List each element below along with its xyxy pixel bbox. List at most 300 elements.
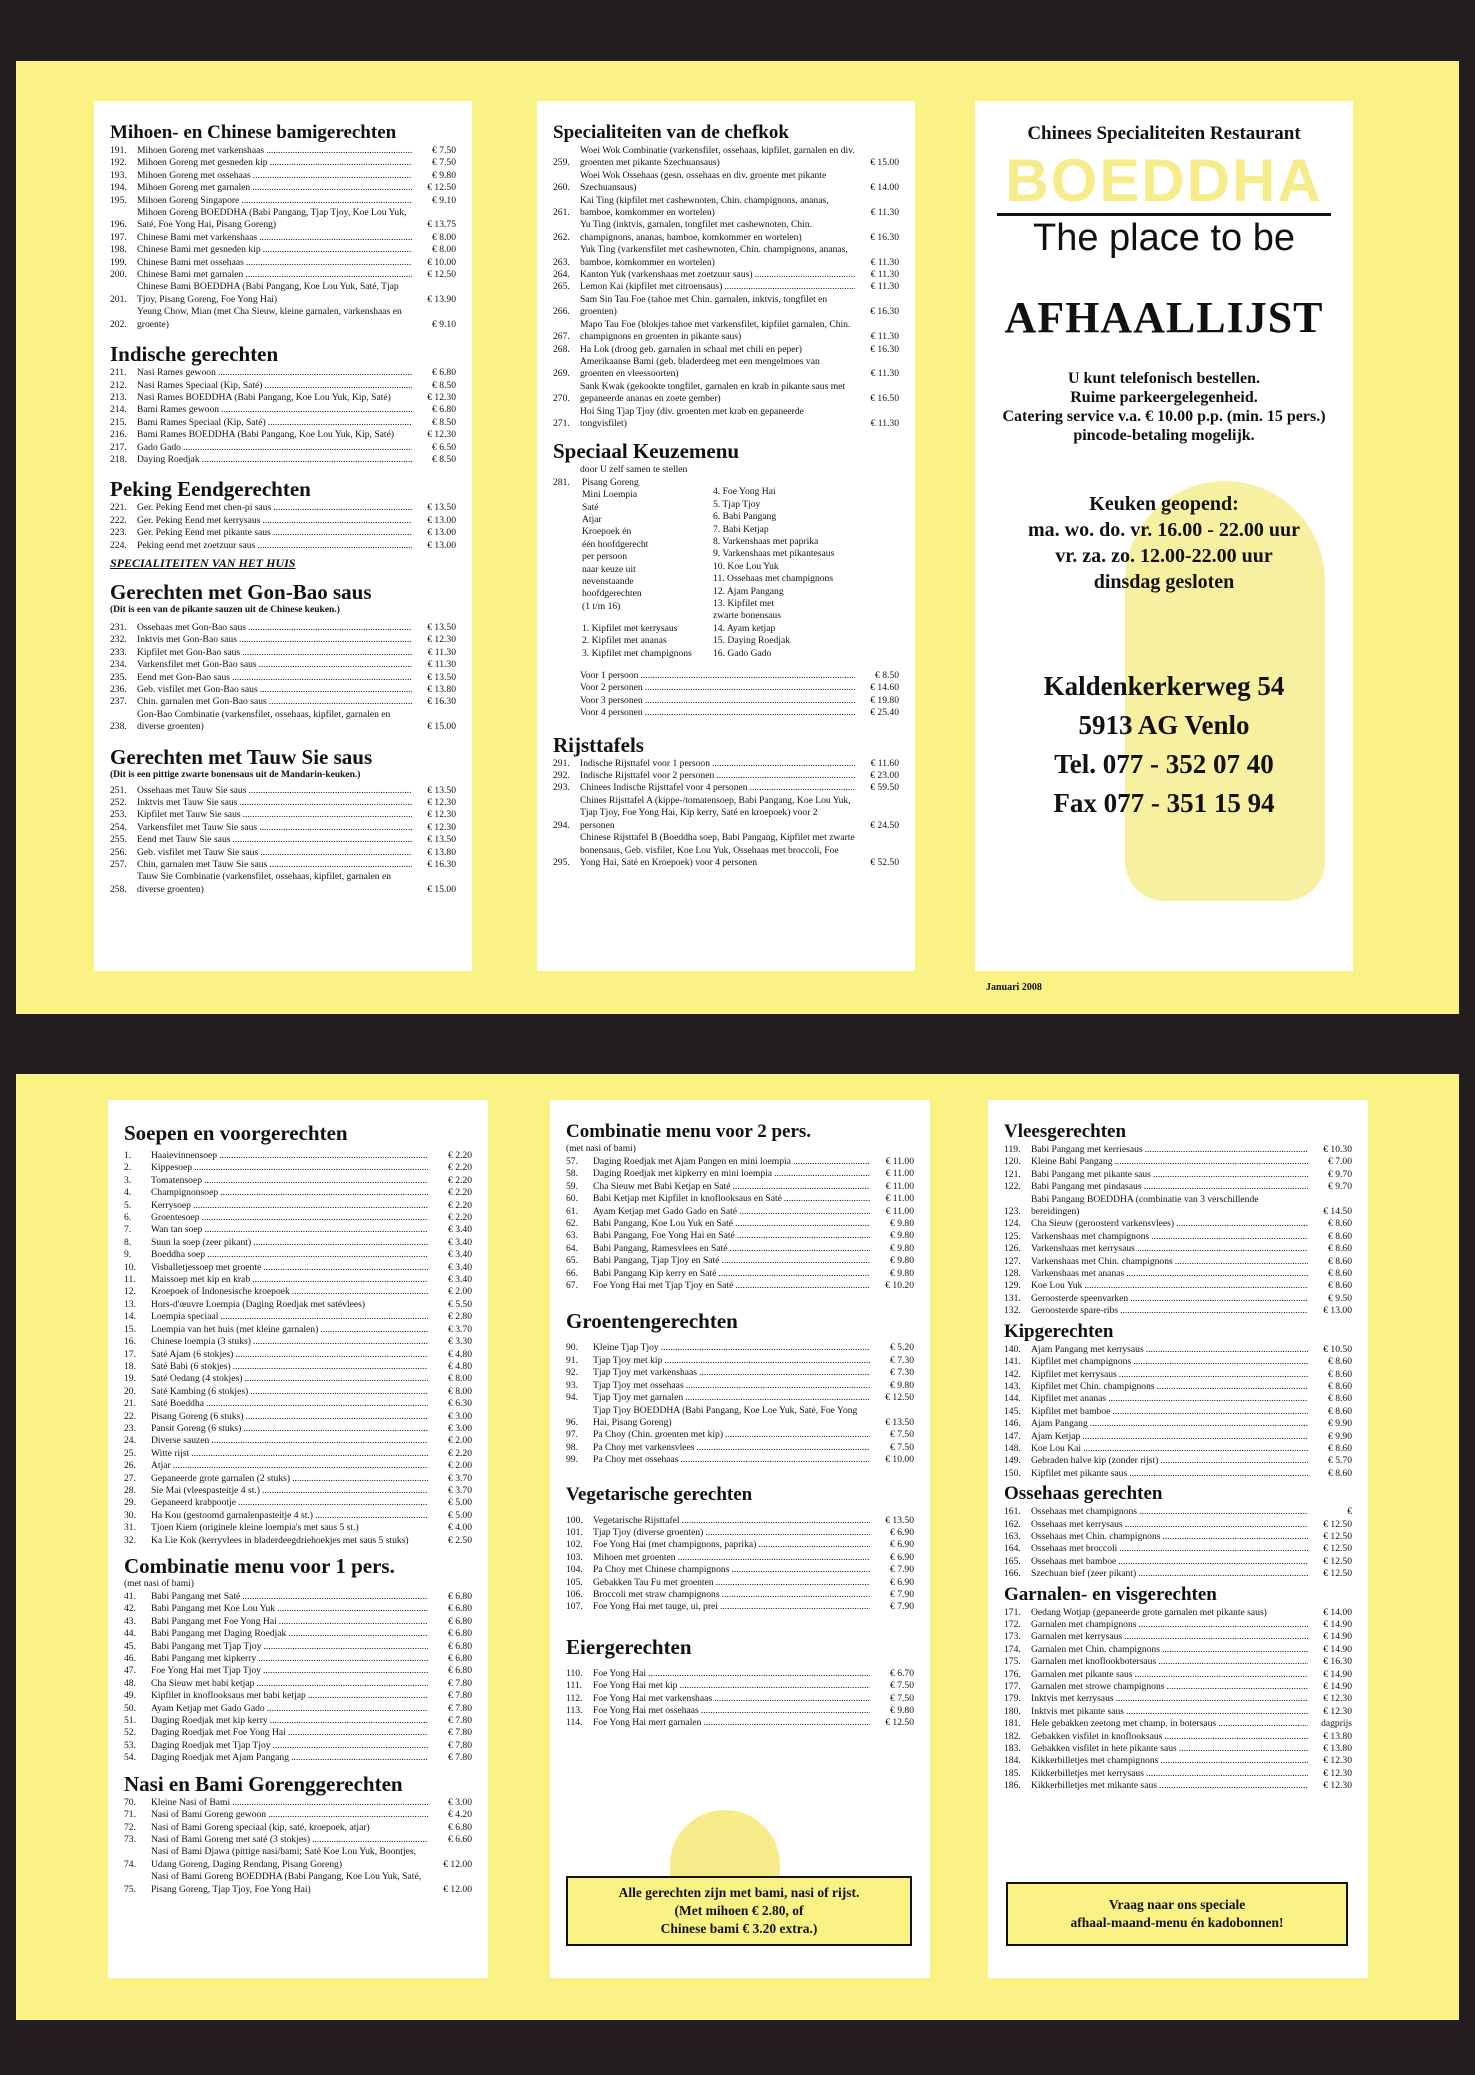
text-line: Atjar (582, 513, 602, 525)
item-price: € 7.50 (432, 157, 456, 169)
item-price: € 8.60 (1328, 1467, 1352, 1479)
menu-item (110, 269, 456, 281)
section-title: Peking Eendgerechten (110, 477, 311, 502)
item-price: € 11.00 (885, 1156, 914, 1167)
item-name: Woei Wok Combinatie (varkensfilet, ossehaas, kipfilet, garnalen en div. groenten met pikante Szechuansaus) (580, 145, 855, 169)
item-number: 201. (110, 293, 127, 305)
item-number: 41. (124, 1591, 136, 1602)
item-price: € 9.70 (1328, 1181, 1352, 1193)
menu-list (124, 1797, 472, 1896)
item-number: 17. (124, 1348, 136, 1360)
item-name: Oedang Wotjap (gepaneerde grote garnalen met pikante saus) (1031, 1606, 1267, 1618)
menu-item (553, 695, 899, 707)
item-price: € 5.50 (448, 1298, 472, 1310)
item-number: 93. (566, 1379, 578, 1391)
text-line: 5913 AG Venlo (1078, 710, 1250, 740)
section-title: Groentengerechten (566, 1309, 738, 1334)
menu-item (566, 1243, 914, 1255)
item-number: 112. (566, 1692, 583, 1704)
menu-list (124, 1591, 472, 1765)
item-price: € 8.00 (448, 1373, 472, 1385)
menu-item (124, 1373, 472, 1385)
menu-list (110, 145, 456, 331)
text-line: Fax 077 - 351 15 94 (1053, 788, 1275, 818)
menu-item (110, 454, 456, 466)
menu-item (566, 1539, 914, 1551)
item-price: € 12.30 (427, 634, 456, 646)
item-price: € 13.80 (427, 684, 456, 695)
item-number: 238. (110, 721, 127, 733)
menu-item (1004, 1256, 1352, 1268)
text-line: 9. Varkenshaas met pikantesaus (713, 548, 835, 560)
item-name: Eend met Tauw Sie saus ..... (137, 834, 412, 846)
section-title: Ossehaas gerechten (1004, 1483, 1163, 1505)
item-name: Foe Yong Hai mert garnalen ..... (593, 1717, 870, 1729)
item-name: Eend met Gon-Bao saus ..... (137, 672, 412, 684)
item-number: 150. (1004, 1467, 1021, 1479)
contact-address (975, 667, 1353, 823)
item-number: 57. (566, 1156, 578, 1167)
item-number: 235. (110, 671, 127, 683)
item-number: 164. (1004, 1543, 1021, 1555)
item-name: Babi Pangang met kerriesaus ..... (1031, 1144, 1308, 1156)
item-price: € 11.60 (870, 757, 899, 769)
item-price: € 52.50 (870, 856, 899, 868)
item-name: Tjap Tjoy met kip ..... (593, 1355, 870, 1367)
section-title: Gerechten met Gon-Bao saus (110, 579, 372, 604)
item-price: € 11.30 (870, 417, 899, 429)
item-number: 195. (110, 194, 127, 206)
menu-item (124, 1797, 472, 1809)
item-name: Gebakken visfilet in knoflooksaus ..... (1031, 1731, 1308, 1743)
item-name: Babi Pangang, Foe Yong Hai en Saté ..... (593, 1230, 870, 1242)
item-name: Pa Choy met Chinese champignons ..... (593, 1564, 870, 1576)
item-number: 268. (553, 343, 570, 355)
menu-item (566, 1564, 914, 1576)
item-name: Amerikaanse Bami (geb. bladerdeeg met een mengelmoes van groenten en vleessoorten) (580, 355, 820, 380)
menu-item (124, 1187, 472, 1199)
item-price: € 6.80 (448, 1653, 472, 1665)
item-price: € 7.50 (890, 1441, 914, 1453)
item-name: Mapo Tau Foe (blokjes tahoe met varkensfilet, kipfilet garnalen, Chin. champignons en groenten in pikante saus) (580, 318, 851, 343)
item-name: Hele gebakken zeetong met champ. in botersaus ..... (1031, 1718, 1308, 1730)
menu-item (110, 244, 456, 256)
item-name: Kipfilet met Chin. champignons ..... (1031, 1381, 1308, 1393)
item-number: 147. (1004, 1430, 1021, 1442)
menu-item (124, 1834, 472, 1846)
menu-item (110, 157, 456, 169)
item-name: Garnalen met champignons ..... (1031, 1619, 1308, 1631)
item-number: 74. (124, 1858, 136, 1870)
text-line: Alle gerechten zijn met bami, nasi of rijst. (618, 1885, 860, 1900)
item-number: 124. (1004, 1218, 1021, 1230)
menu-item (110, 182, 456, 194)
item-number: 2. (124, 1162, 132, 1174)
item-price: € 11.30 (870, 281, 899, 293)
item-number: 90. (566, 1342, 578, 1354)
item-name: Ha Lok (droog geb. garnalen in schaal met chili en peper) (580, 343, 802, 355)
menu-item (1004, 1443, 1352, 1455)
menu-item (553, 356, 899, 381)
item-number: 132. (1004, 1305, 1021, 1317)
menu-item (110, 417, 456, 429)
item-number: 52. (124, 1727, 136, 1739)
item-name: Babi Pangang, Koe Lou Yuk en Saté ..... (593, 1218, 870, 1230)
promo-note (1006, 1882, 1348, 1946)
text-line: 14. Ayam ketjap (713, 622, 776, 634)
item-number: 295. (553, 856, 570, 868)
item-name: Mihoen Goreng Singapore ..... (137, 195, 412, 207)
item-price: € 3.40 (448, 1249, 472, 1261)
menu-item (110, 380, 456, 392)
menu-item (1004, 1356, 1352, 1368)
item-name: Ajam Pangang ..... (1031, 1418, 1308, 1430)
item-number: 293. (553, 782, 570, 794)
menu-item (553, 219, 899, 244)
item-price: € 7.90 (890, 1588, 914, 1600)
item-number: 196. (110, 219, 127, 231)
text-line: Kroepoek én (582, 526, 632, 538)
item-price: € 8.60 (1328, 1442, 1352, 1454)
text-line: 8. Varkenshaas met paprika (713, 535, 819, 547)
item-number: 27. (124, 1472, 136, 1484)
item-price: € (1347, 1506, 1352, 1518)
item-price: € 9.80 (890, 1705, 914, 1716)
item-name: Saté Kambing (6 stokjes) ..... (151, 1386, 428, 1398)
item-number: 233. (110, 646, 127, 658)
item-number: 200. (110, 269, 127, 281)
menu-list (566, 1156, 914, 1292)
item-number: 165. (1004, 1555, 1021, 1567)
text-line: 6. Babi Pangang (713, 511, 777, 523)
item-number: 99. (566, 1454, 578, 1466)
item-name: Babi Pangang met pindasaus ..... (1031, 1181, 1308, 1193)
item-number: 30. (124, 1509, 136, 1521)
item-number: 143. (1004, 1380, 1021, 1392)
item-number: 171. (1004, 1606, 1021, 1618)
menu-item (124, 1349, 472, 1361)
item-name: Vegetarische Rijsttafel ..... (593, 1515, 870, 1527)
panel-chefkok (537, 101, 915, 971)
item-number: 26. (124, 1460, 136, 1472)
item-price: € 12.50 (1323, 1518, 1352, 1530)
item-name: Garnalen met strowe champignons ..... (1031, 1681, 1308, 1693)
menu-item (566, 1668, 914, 1680)
item-price: € 6.80 (432, 367, 456, 379)
item-price: € 8.60 (1328, 1356, 1352, 1368)
item-name: Koe Lou Kai ..... (1031, 1443, 1308, 1455)
item-name: Cha Sieuw met Babi Ketjap en Saté ..... (593, 1181, 870, 1193)
item-number: 184. (1004, 1755, 1021, 1767)
item-price: € 13.75 (427, 219, 456, 231)
item-number: 182. (1004, 1730, 1021, 1742)
item-price: € 14.00 (1323, 1606, 1352, 1618)
item-name: Sank Kwak (gekookte tongfilet, garnalen en krab in pikante saus met gepaneerde ananas en zoete gember) (580, 380, 846, 405)
tagline: The place to be (997, 213, 1331, 258)
menu-item (124, 1846, 472, 1871)
item-name: Bami Rames gewoon ..... (137, 404, 412, 416)
item-name: Lemon Kai (kipfilet met citroensaus) ..... (580, 281, 855, 293)
menu-item (124, 1703, 472, 1715)
item-name: Kerrysoep ..... (151, 1200, 428, 1212)
item-name: Varkenshaas met champignons ..... (1031, 1231, 1308, 1243)
item-price: € 12.30 (1323, 1767, 1352, 1779)
item-price: € 12.50 (427, 269, 456, 281)
section-title: Gerechten met Tauw Sie saus (110, 744, 373, 769)
item-number: 15. (124, 1323, 136, 1335)
menu-item (124, 1262, 472, 1274)
menu-item (566, 1255, 914, 1267)
menu-item (110, 502, 456, 514)
menu-item (1004, 1344, 1352, 1356)
item-name: Kroepoek of Indonesische kroepoek ..... (151, 1286, 428, 1298)
item-number: 19. (124, 1373, 136, 1385)
item-number: 54. (124, 1752, 136, 1764)
item-price: € 2.00 (448, 1435, 472, 1447)
item-price: € 12.30 (427, 429, 456, 441)
menu-item (1004, 1718, 1352, 1730)
item-price: € 2.20 (448, 1174, 472, 1186)
item-price: € 6.60 (448, 1833, 472, 1845)
item-name: Chinese loempia (3 stuks) ..... (151, 1336, 428, 1348)
item-name: Kipfilet in knoflooksaus met babi ketjap ..... (151, 1690, 428, 1702)
item-number: 1. (124, 1150, 132, 1161)
item-number: 234. (110, 659, 127, 671)
item-name: Hoi Sing Tjap Tjoy (div. groenten met krab en gepaneerde tongvisfilet) (580, 405, 804, 429)
item-name: Ajam Pangang met kerrysaus ..... (1031, 1344, 1308, 1356)
item-name: Chinese Bami met gesneden kip ..... (137, 244, 412, 256)
menu-item (553, 770, 899, 782)
menu-item (124, 1386, 472, 1398)
item-price: € 3.40 (448, 1224, 472, 1236)
item-name: Nasi of Bami Goreng met saté (3 stokjes) ..... (151, 1834, 428, 1846)
menu-item (110, 809, 456, 821)
item-price: € 13.00 (1323, 1305, 1352, 1317)
item-name: Tomatensoep ..... (151, 1175, 428, 1187)
item-name: Kipfilet met pikante saus ..... (1031, 1468, 1308, 1480)
text-line: 10. Koe Lou Yuk (713, 560, 779, 572)
item-number: 8. (124, 1236, 132, 1248)
item-price: € 5.70 (1328, 1455, 1352, 1467)
item-price: € 13.00 (427, 527, 456, 539)
text-line: (Met mihoen € 2.80, of (674, 1903, 804, 1918)
menu-item (124, 1727, 472, 1739)
item-price: € 7.50 (890, 1429, 914, 1441)
text-line: (1 t/m 16) (582, 600, 621, 612)
item-name: Chin. garnalen met Gon-Bao saus ..... (137, 696, 412, 708)
text-line: Vraag naar ons speciale (1108, 1897, 1246, 1912)
item-price: € 10.30 (1323, 1144, 1352, 1155)
item-price: € 8.60 (1328, 1393, 1352, 1405)
menu-item (1004, 1693, 1352, 1705)
menu-item (110, 622, 456, 634)
side-dish-note (566, 1876, 912, 1946)
item-name: Chinees Indische Rijsttafel voor 4 personen ..... (580, 782, 855, 794)
menu-item (566, 1230, 914, 1242)
section-subtitle: (Dit is een pittige zwarte bonensaus uit de Mandarin-keuken.) (110, 769, 361, 780)
item-price: € 3.40 (448, 1236, 472, 1248)
item-name: Babi Pangang met kipkerry ..... (151, 1653, 428, 1665)
text-line (582, 613, 713, 623)
item-number: 129. (1004, 1280, 1021, 1292)
menu-item (566, 1380, 914, 1392)
item-name: Sie Mai (vleespasteitje 4 st.) ..... (151, 1485, 428, 1497)
menu-item (124, 1286, 472, 1298)
item-price: € 6.80 (448, 1628, 472, 1640)
item-name: Ger. Peking Eend met kerrysaus ..... (137, 515, 412, 527)
item-name: Garnalen met pikante saus ..... (1031, 1669, 1308, 1681)
menu-item (124, 1510, 472, 1522)
item-number: 125. (1004, 1230, 1021, 1242)
menu-item (1004, 1194, 1352, 1219)
item-number: 213. (110, 391, 127, 403)
item-name: Hors-d'œuvre Loempia (Daging Roedjak met satévlees) (151, 1298, 366, 1310)
menu-item (1004, 1169, 1352, 1181)
item-number: 172. (1004, 1619, 1021, 1630)
menu-item (566, 1442, 914, 1454)
item-name: Inktvis met Tauw Sie saus ..... (137, 797, 412, 809)
item-number: 9. (124, 1249, 132, 1261)
item-price: € 5.20 (890, 1342, 914, 1354)
text-line: dinsdag gesloten (1093, 571, 1235, 593)
item-price: € 12.50 (1323, 1555, 1352, 1567)
item-number: 259. (553, 157, 570, 169)
item-number: 59. (566, 1180, 578, 1192)
item-price: € 3.30 (448, 1336, 472, 1348)
item-price: € 13.50 (885, 1514, 914, 1526)
item-name: Nasi of Bami Djawa (pittige nasi/bami; Saté Koe Lou Yuk, Boontjes, Udang Goreng, Daging Rendang, Pisang Goreng) (151, 1846, 417, 1870)
menu-item (566, 1268, 914, 1280)
item-name: Varkenshaas met kerrysaus ..... (1031, 1243, 1308, 1255)
item-number: 23. (124, 1422, 136, 1434)
menu-item (124, 1678, 472, 1690)
keuzemenu-number: 281. (553, 476, 570, 488)
item-price: € 6.80 (448, 1665, 472, 1677)
item-price: € 8.60 (1328, 1405, 1352, 1417)
menu-item (124, 1752, 472, 1764)
menu-item (1004, 1144, 1352, 1156)
menu-item (124, 1175, 472, 1187)
menu-item (124, 1224, 472, 1236)
item-price: € 9.90 (1328, 1418, 1352, 1430)
item-name: Koe Lou Yuk ..... (1031, 1280, 1308, 1292)
section-title: Indische gerechten (110, 342, 279, 367)
section-title: Combinatie menu voor 1 pers. (124, 1554, 395, 1578)
item-price: € 8.50 (432, 416, 456, 428)
item-price: € 9.50 (1328, 1292, 1352, 1304)
item-number: 51. (124, 1715, 136, 1727)
item-price: € 3.70 (448, 1472, 472, 1484)
item-name: Voor 2 personen ..... (580, 682, 855, 694)
menu-item (1004, 1644, 1352, 1656)
item-name: Daging Roedjak met kipkerry en mini loempia ..... (593, 1168, 870, 1180)
menu-item (553, 294, 899, 319)
item-number: 104. (566, 1564, 583, 1576)
item-number: 4. (124, 1187, 132, 1199)
item-price: € 8.60 (1328, 1268, 1352, 1280)
item-number: 222. (110, 514, 127, 526)
item-price: € 13.50 (427, 784, 456, 796)
item-name: Ossehaas met champignons ..... (1031, 1506, 1308, 1518)
item-name: Babi Pangang BOEDDHA (combinatie van 3 verschillende bereidingen) (1031, 1193, 1259, 1218)
item-name: Gebakken visfilet in hete pikante saus ..... (1031, 1743, 1308, 1755)
item-price: € 3.70 (448, 1323, 472, 1335)
item-price: € 12.30 (1323, 1755, 1352, 1767)
item-number: 29. (124, 1497, 136, 1509)
item-number: 144. (1004, 1393, 1021, 1405)
item-name: Babi Pangang met Foe Yong Hai ..... (151, 1616, 428, 1628)
item-name: Pisang Goreng (6 stuks) ..... (151, 1411, 428, 1423)
item-price: € 3.40 (448, 1261, 472, 1273)
menu-list (110, 367, 456, 466)
item-number: 61. (566, 1205, 578, 1217)
item-number: 72. (124, 1821, 136, 1833)
item-number: 254. (110, 821, 127, 833)
opening-hours (975, 491, 1353, 595)
text-line: Ruime parkeergelegenheid. (1070, 389, 1258, 406)
item-name: Ossehaas met broccoli ..... (1031, 1543, 1308, 1555)
menu-item (124, 1690, 472, 1702)
item-price: € 7.50 (432, 145, 456, 156)
item-name: Cha Sieuw met babi ketjap ..... (151, 1678, 428, 1690)
item-number: 251. (110, 784, 127, 796)
menu-item (124, 1299, 472, 1311)
item-price: € 7.00 (1328, 1156, 1352, 1168)
item-number: 44. (124, 1628, 136, 1640)
item-number: 191. (110, 145, 127, 156)
menu-item (124, 1336, 472, 1348)
menu-item (1004, 1181, 1352, 1193)
section-title: Rijsttafels (553, 732, 644, 757)
item-price: € 12.30 (1323, 1693, 1352, 1705)
item-price: € 16.30 (870, 343, 899, 355)
item-name: Voor 4 personen ..... (580, 707, 855, 719)
menu-item (1004, 1393, 1352, 1405)
item-number: 174. (1004, 1643, 1021, 1655)
menu-item (1004, 1231, 1352, 1243)
item-number: 64. (566, 1242, 578, 1254)
item-name: Ossehaas met kerrysaus ..... (1031, 1519, 1308, 1531)
item-number: 192. (110, 157, 127, 169)
menu-item (110, 392, 456, 404)
item-price: € 2.20 (448, 1162, 472, 1174)
menu-item (553, 344, 899, 356)
item-price: € 12.50 (1323, 1543, 1352, 1555)
menu-item (110, 515, 456, 527)
item-price: € 13.00 (427, 514, 456, 526)
item-name: Saté Boeddha ..... (151, 1398, 428, 1410)
item-price: € 6.80 (448, 1640, 472, 1652)
item-number: 96. (566, 1416, 578, 1428)
menu-item (110, 871, 456, 896)
menu-item (124, 1641, 472, 1653)
menu-item (1004, 1619, 1352, 1631)
item-number: 221. (110, 502, 127, 514)
item-number: 176. (1004, 1668, 1021, 1680)
menu-item (110, 785, 456, 797)
item-price: € 6.90 (890, 1576, 914, 1588)
item-price: € 3.40 (448, 1274, 472, 1286)
item-number: 63. (566, 1230, 578, 1242)
item-name: Mihoen Goreng met gesneden kip ..... (137, 157, 412, 169)
menu-item (110, 429, 456, 441)
menu-item (566, 1577, 914, 1589)
item-price: € 9.80 (890, 1218, 914, 1230)
menu-item (124, 1497, 472, 1509)
item-price: € 11.00 (885, 1193, 914, 1205)
item-name: Ossehaas met Chin. champignons ..... (1031, 1531, 1308, 1543)
item-price: € 7.90 (890, 1564, 914, 1576)
